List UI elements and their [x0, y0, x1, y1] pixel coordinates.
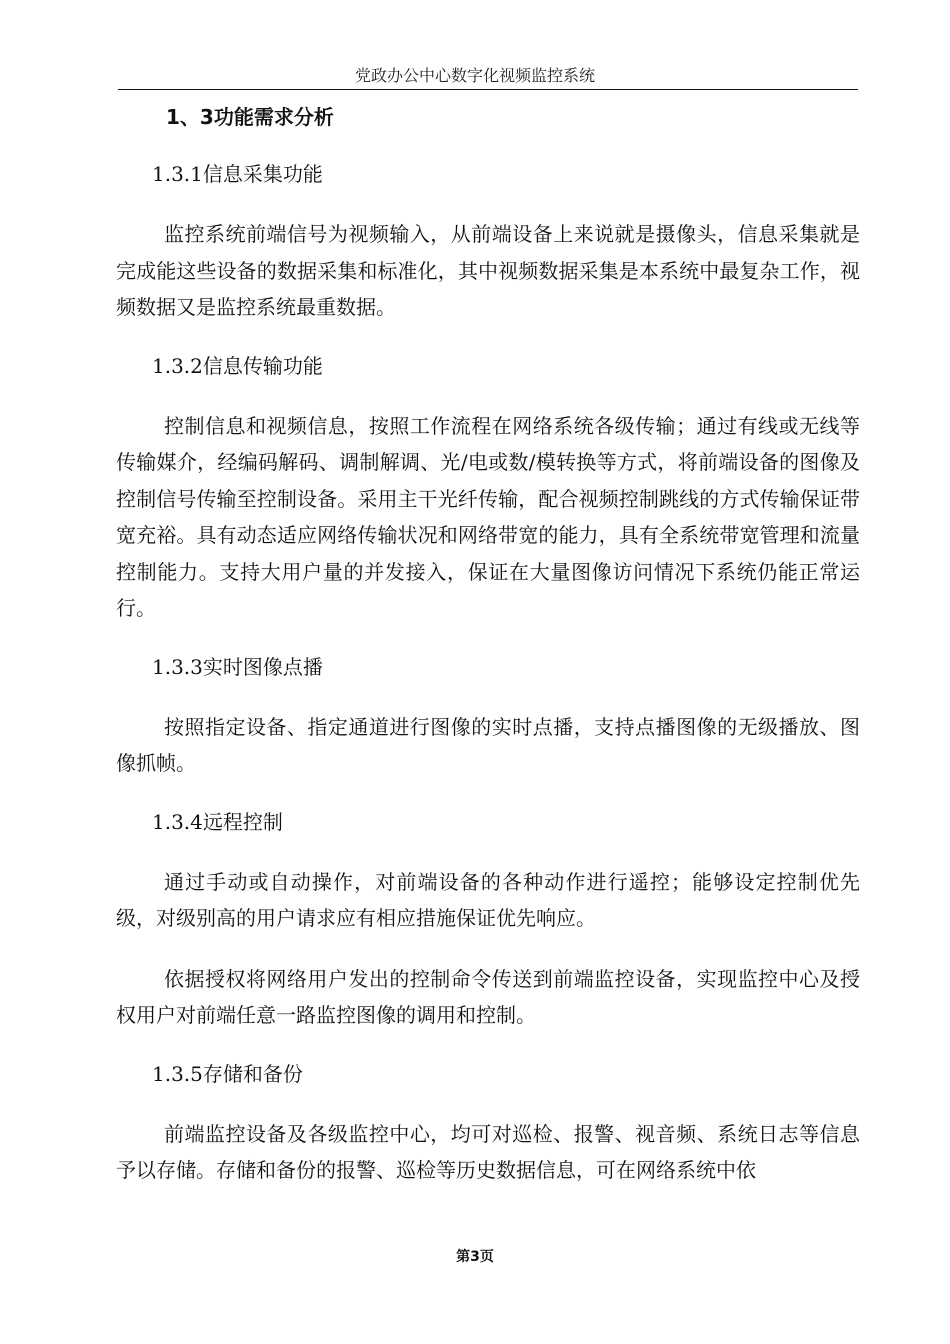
paragraph-realtime-playback: 按照指定设备、指定通道进行图像的实时点播，支持点播图像的无级播放、图像抓帧。 [116, 714, 860, 775]
paragraph-info-transmission: 控制信息和视频信息，按照工作流程在网络系统各级传输；通过有线或无线等传输媒介，经编码解码、调制解调、光/电或数/模转换等方式，将前端设备的图像及控制信号传输至控制设备。采用主干光纤传输，配合视频控制跳线的方式传输保证带宽充裕。具有动态适应网络传输状况和网络带宽的能力，具有全系统带宽管理和流量控制能力。支持大用户量的并发接入，保证在大量图像访问情况下系统仍能正常运行。 [116, 413, 860, 620]
document-body [116, 100, 860, 1213]
paragraph-remote-control-1: 通过手动或自动操作，对前端设备的各种动作进行遥控；能够设定控制优先级，对级别高的用户请求应有相应措施保证优先响应。 [116, 869, 860, 930]
subsection-heading-1-3-4: 1.3.4远程控制 [152, 809, 283, 834]
paragraph-info-collection: 监控系统前端信号为视频输入，从前端设备上来说就是摄像头，信息采集就是完成能这些设备的数据采集和标准化，其中视频数据采集是本系统中最复杂工作，视频数据又是监控系统最重数据。 [116, 222, 860, 319]
subsection-heading-1-3-3: 1.3.3实时图像点播 [152, 654, 323, 679]
paragraph-remote-control-2: 依据授权将网络用户发出的控制命令传送到前端监控设备，实现监控中心及授权用户对前端任意一路监控图像的调用和控制。 [116, 966, 860, 1027]
paragraph-storage-backup: 前端监控设备及各级监控中心，均可对巡检、报警、视音频、系统日志等信息予以存储。存储和备份的报警、巡检等历史数据信息，可在网络系统中依 [116, 1121, 860, 1182]
subsection-heading-1-3-2: 1.3.2信息传输功能 [152, 353, 323, 378]
header-divider [118, 89, 858, 90]
page-number: 第3页 [456, 1249, 494, 1265]
subsection-heading-1-3-5: 1.3.5存储和备份 [152, 1061, 303, 1086]
subsection-heading-1-3-1: 1.3.1信息采集功能 [152, 162, 323, 186]
section-title: 1、3功能需求分析 [166, 105, 334, 129]
page-header-title: 党政办公中心数字化视频监控系统 [354, 66, 595, 85]
